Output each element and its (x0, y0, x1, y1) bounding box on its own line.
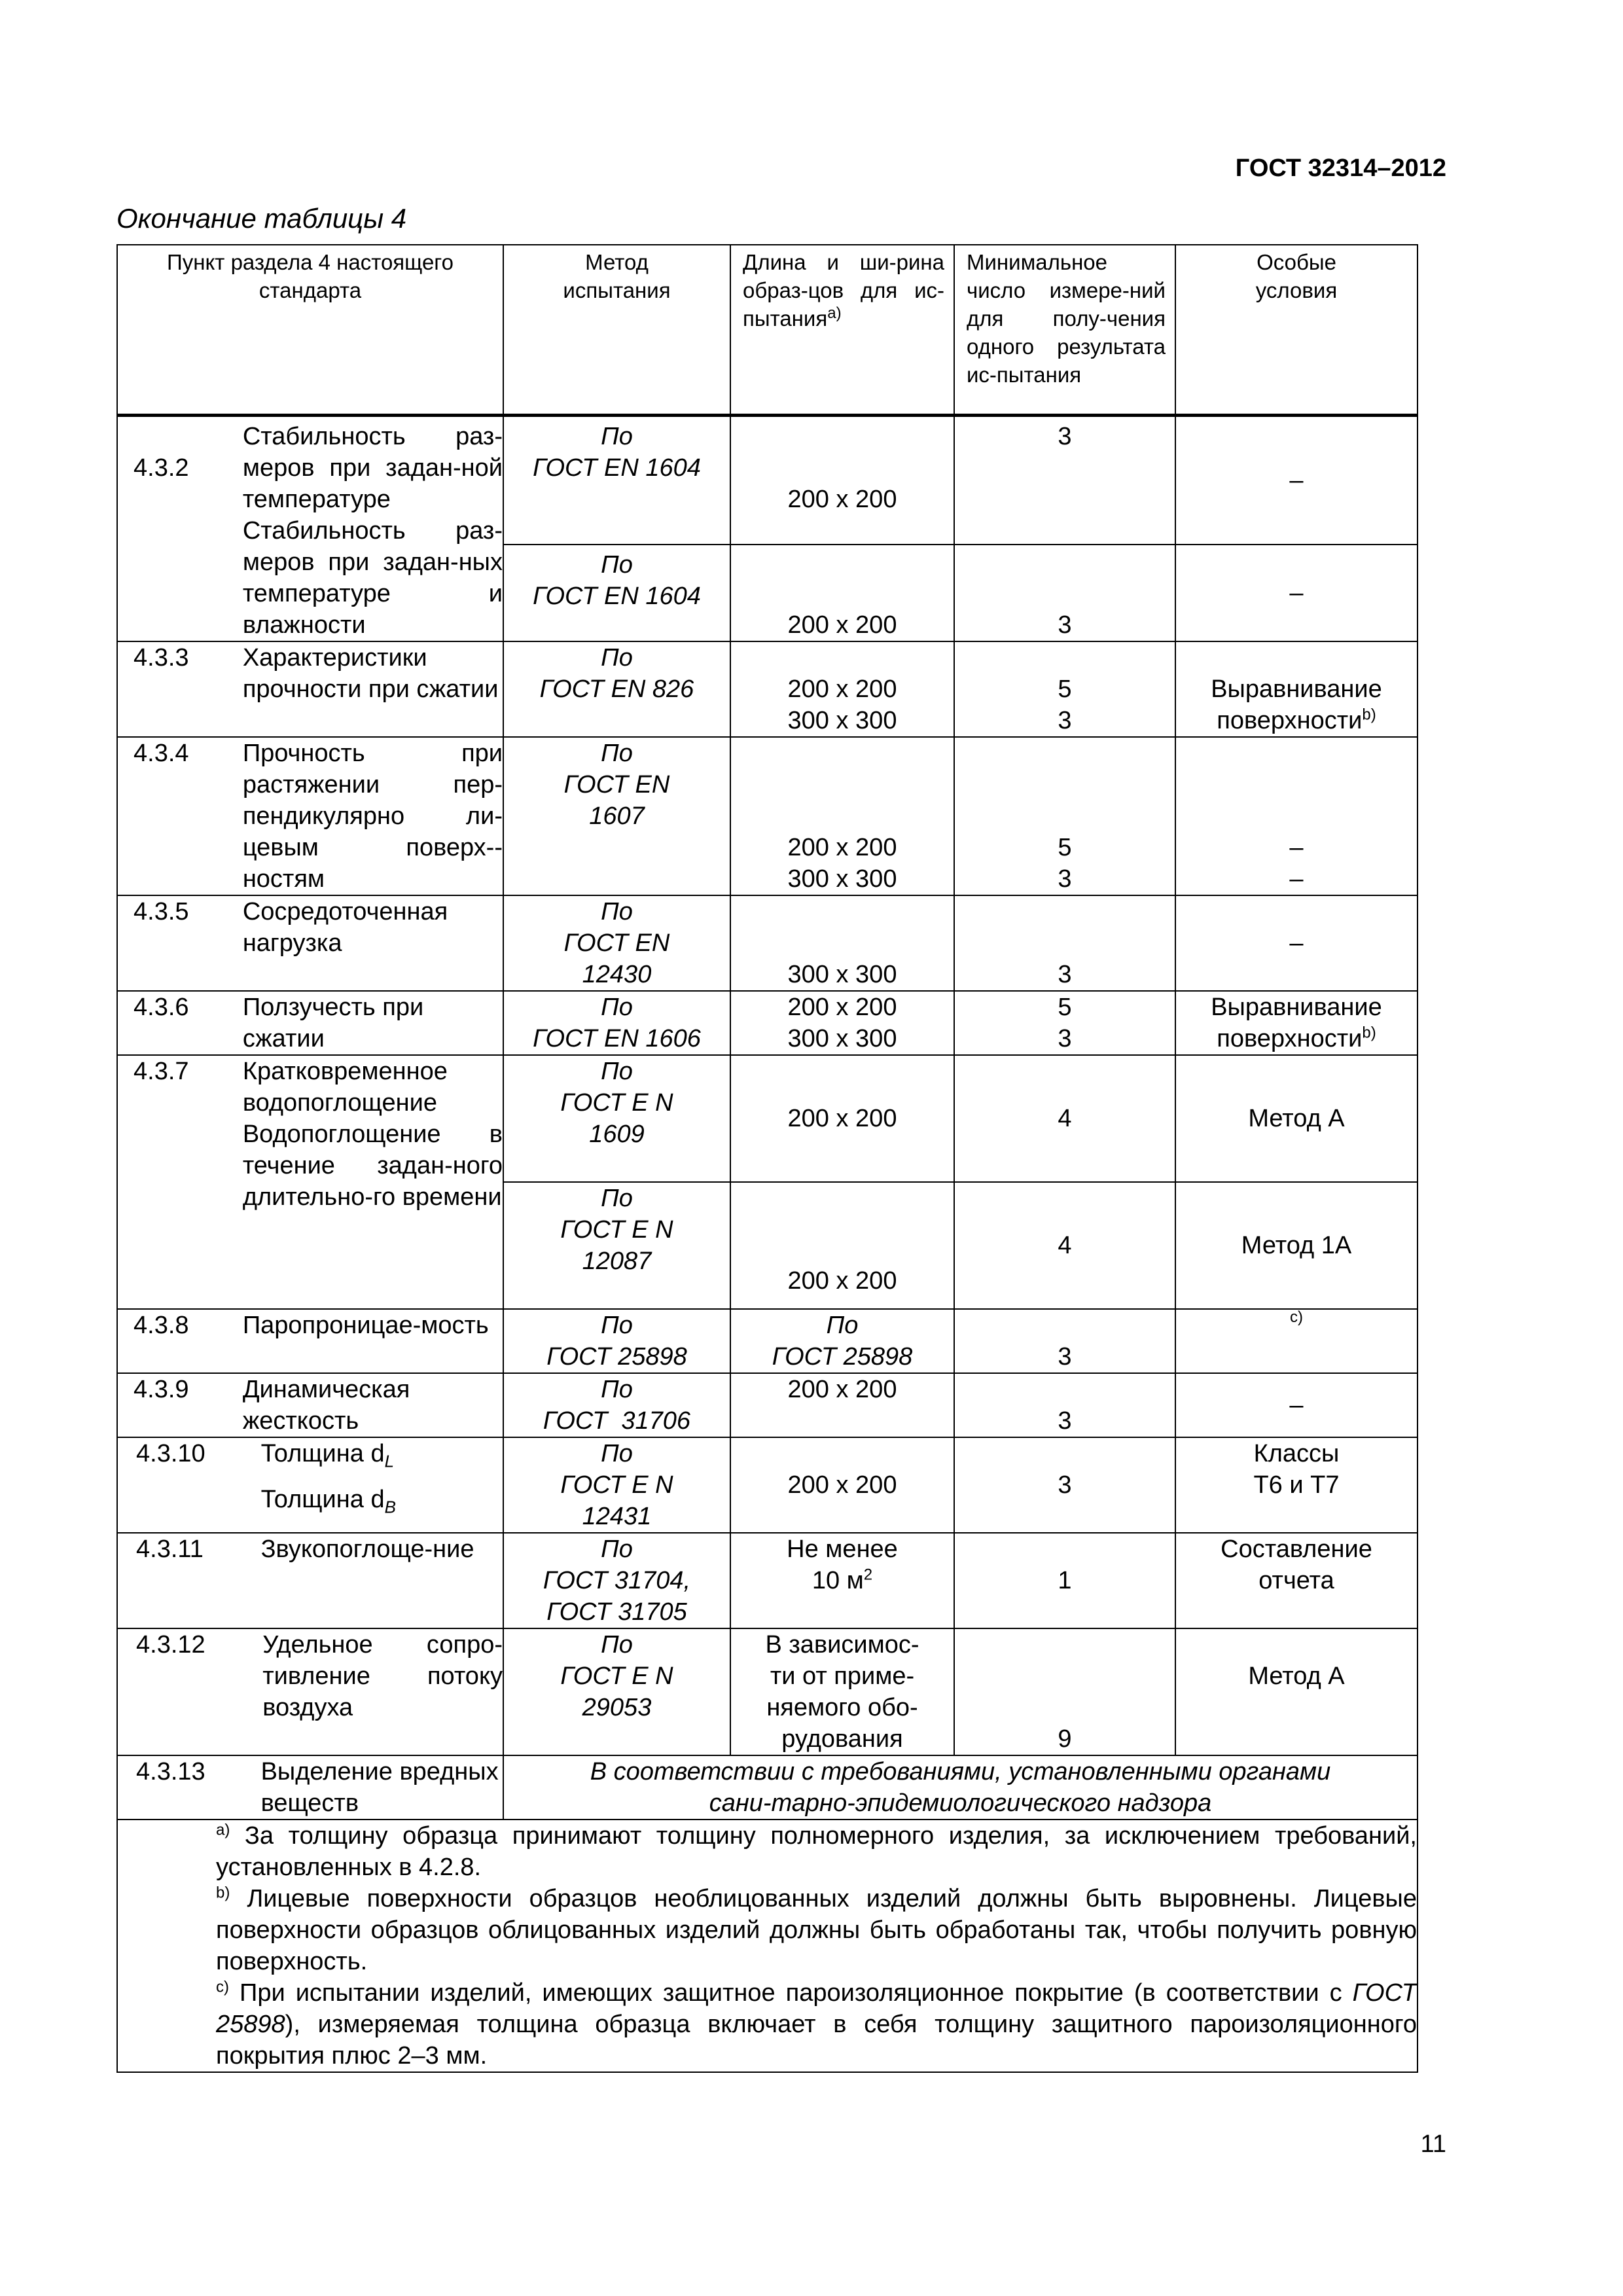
method-cell: По ГОСТ EN 1607 (503, 737, 730, 895)
clause-cell (117, 1533, 503, 1628)
clause-cell (117, 991, 503, 1055)
count-cell: 3 (954, 1309, 1175, 1373)
size-cell: 300 x 300 (730, 895, 954, 991)
count-cell: 3 (954, 545, 1175, 641)
clause-title: Выделение вредных веществ (260, 1757, 499, 1817)
condition-cell: Метод А (1175, 1628, 1418, 1755)
clause-number: 4.3.2 (134, 454, 189, 482)
condition-cell: – – (1175, 737, 1418, 895)
footnotes-row (117, 1820, 1418, 2072)
method-cell: По ГОСТ EN 826 (503, 641, 730, 737)
condition-cell: Выравнивание поверхности$^{b)}$ (1175, 991, 1418, 1055)
table-row (117, 1309, 1418, 1373)
size-cell: 200 x 200 300 x 300 (730, 991, 954, 1055)
table-row (117, 991, 1418, 1055)
method-cell: По ГОСТ EN 12430 (503, 895, 730, 991)
condition-cell: c) (1175, 1309, 1418, 1373)
method-cell: По ГОСТ 25898 (503, 1309, 730, 1373)
footnote-a: $^{a)}$ За толщину образца принимают толщину полномерного изделия, за исключением требований, установленных в 4.2.8. (216, 1820, 1417, 1881)
clause-number: 4.3.5 (134, 897, 189, 925)
method-cell: По ГОСТ 31706 (503, 1373, 730, 1437)
condition-cell: – (1175, 545, 1418, 641)
size-cell: 200 x 200 (730, 1373, 954, 1437)
clause-number: 4.3.8 (134, 1311, 189, 1339)
size-cell: В зависимос- ти от приме- няемого обо- рудования (730, 1628, 954, 1755)
clause-number: 4.3.11 (136, 1535, 204, 1563)
clause-cell (117, 1373, 503, 1437)
condition-cell: Составление отчета (1175, 1533, 1418, 1628)
table-row (117, 415, 1418, 545)
table-row (117, 641, 1418, 737)
clause-number: 4.3.6 (134, 993, 189, 1021)
table-row (117, 895, 1418, 991)
size-cell: Не менее 10 $м^2$ (730, 1533, 954, 1628)
document-standard-number: ГОСТ 32314–2012 (1235, 154, 1446, 182)
count-cell: 3 (954, 415, 1175, 545)
footnote-c: $^{c)}$ При испытании изделий, имеющих защитное пароизоляционное покрытие (в соответствии с ГОСТ 25898), измеряемая толщина образца включает в себя толщину защитного пароизоляционного покрытия плюс 2–3 мм. (216, 1977, 1417, 2070)
size-cell: 200 x 200 (730, 545, 954, 641)
clause-number: 4.3.13 (136, 1757, 205, 1785)
count-cell: 9 (954, 1628, 1175, 1755)
clause-cell (117, 1755, 503, 1820)
clause-cell (117, 641, 503, 737)
size-cell: 200 x 200 (730, 1437, 954, 1533)
clause-title: Ползучесть при сжатии (242, 993, 424, 1052)
method-cell: По ГОСТ E N 1609 (503, 1055, 730, 1182)
clause-title: Сосредоточенная нагрузка (242, 897, 448, 957)
table-row (117, 1373, 1418, 1437)
page-number: 11 (1420, 2130, 1446, 2158)
clause-cell (117, 415, 503, 641)
condition-cell: Классы Т6 и Т7 (1175, 1437, 1418, 1533)
clause-title: Звукопоглоще-ние (260, 1535, 474, 1563)
clause-cell (117, 737, 503, 895)
clause-cell (117, 1628, 503, 1755)
clause-title: Толщина $d_B$ (260, 1485, 396, 1517)
table-row (117, 737, 1418, 895)
method-cell: По ГОСТ 31704, ГОСТ 31705 (503, 1533, 730, 1628)
method-cell: По ГОСТ E N 12431 (503, 1437, 730, 1533)
clause-title: Стабильность раз-меров при задан-ных температуре и влажности (242, 516, 503, 639)
clause-number: 4.3.10 (136, 1439, 205, 1467)
clause-cell (117, 1055, 503, 1309)
header-clause: Пункт раздела 4 настоящего стандарта (117, 245, 503, 415)
table-row (117, 1437, 1418, 1533)
clause-number: 4.3.3 (134, 643, 189, 672)
clause-number: 4.3.12 (136, 1630, 205, 1659)
table-row (117, 1755, 1418, 1820)
header-method: Метод испытания (503, 245, 730, 415)
condition-cell: Метод А (1175, 1055, 1418, 1182)
clause-title: Стабильность раз-меров при задан-ной температуре (242, 422, 503, 513)
clause-cell (117, 895, 503, 991)
method-cell: По ГОСТ EN 1606 (503, 991, 730, 1055)
count-cell: 1 (954, 1533, 1175, 1628)
method-cell: По ГОСТ E N 12087 (503, 1182, 730, 1309)
clause-number: 4.3.9 (134, 1375, 189, 1403)
count-cell: 5 3 (954, 641, 1175, 737)
clause-title: Толщина $d_L$ (260, 1439, 395, 1471)
condition-cell: Выравнивание поверхности$^{b)}$ (1175, 641, 1418, 737)
header-sample-size: Длина и ши-рина образ-цов для ис-пытания$^{a)}$ (730, 245, 954, 415)
count-cell: 3 (954, 895, 1175, 991)
size-cell: 200 x 200 (730, 1182, 954, 1309)
clause-cell (117, 1437, 503, 1533)
count-cell: 3 (954, 1437, 1175, 1533)
count-cell: 3 (954, 1373, 1175, 1437)
merged-requirement-cell: В соответствии с требованиями, установленными органами сани-тарно-эпидемиологического надзора (503, 1755, 1418, 1820)
count-cell: 5 3 (954, 737, 1175, 895)
clause-title: Паропроницае-мость (242, 1311, 489, 1339)
condition-cell: Метод 1А (1175, 1182, 1418, 1309)
header-special-conditions: Особые условия (1175, 245, 1418, 415)
method-cell: По ГОСТ E N 29053 (503, 1628, 730, 1755)
clause-number: 4.3.7 (134, 1057, 189, 1085)
table-header-row (117, 245, 1418, 415)
clause-cell (117, 1309, 503, 1373)
clause-title: Удельное сопро-тивление потоку воздуха (262, 1630, 503, 1721)
size-cell: 200 x 200 (730, 1055, 954, 1182)
size-cell: 200 x 200 (730, 415, 954, 545)
footnotes-cell (117, 1820, 1418, 2072)
footnote-b: $^{b)}$ Лицевые поверхности образцов необлицованных изделий должны быть выровнены. Лицевые поверхности образцов облицованных изделий должны быть обработаны так, чтобы получить ровную поверхность. (216, 1883, 1417, 1975)
requirements-table (116, 244, 1418, 2073)
clause-title: Прочность при растяжении пер-пендикулярно ли-цевым поверх--ностям (242, 739, 503, 893)
table-row (117, 1628, 1418, 1755)
table-row (117, 1533, 1418, 1628)
table-row (117, 1055, 1418, 1182)
size-cell: 200 x 200 300 x 300 (730, 737, 954, 895)
clause-title: Кратковременное водопоглощение (242, 1057, 448, 1117)
method-cell: По ГОСТ EN 1604 (503, 415, 730, 545)
header-min-measurements: Минимальное число измере-ний для полу-чения одного результата ис-пытания (954, 245, 1175, 415)
table-caption: Окончание таблицы 4 (116, 203, 407, 234)
count-cell: 4 (954, 1055, 1175, 1182)
count-cell: 5 3 (954, 991, 1175, 1055)
clause-title: Характеристики прочности при сжатии (242, 643, 499, 703)
size-cell: По ГОСТ 25898 (730, 1309, 954, 1373)
size-cell: 200 x 200 300 x 300 (730, 641, 954, 737)
clause-title: Динамическая жесткость (242, 1375, 410, 1435)
count-cell: 4 (954, 1182, 1175, 1309)
clause-number: 4.3.4 (134, 739, 189, 767)
clause-title: Водопоглощение в течение задан-ного длительно-го времени (242, 1120, 503, 1211)
condition-cell: – (1175, 1373, 1418, 1437)
condition-cell: – (1175, 895, 1418, 991)
method-cell: По ГОСТ EN 1604 (503, 545, 730, 641)
condition-cell: – (1175, 415, 1418, 545)
